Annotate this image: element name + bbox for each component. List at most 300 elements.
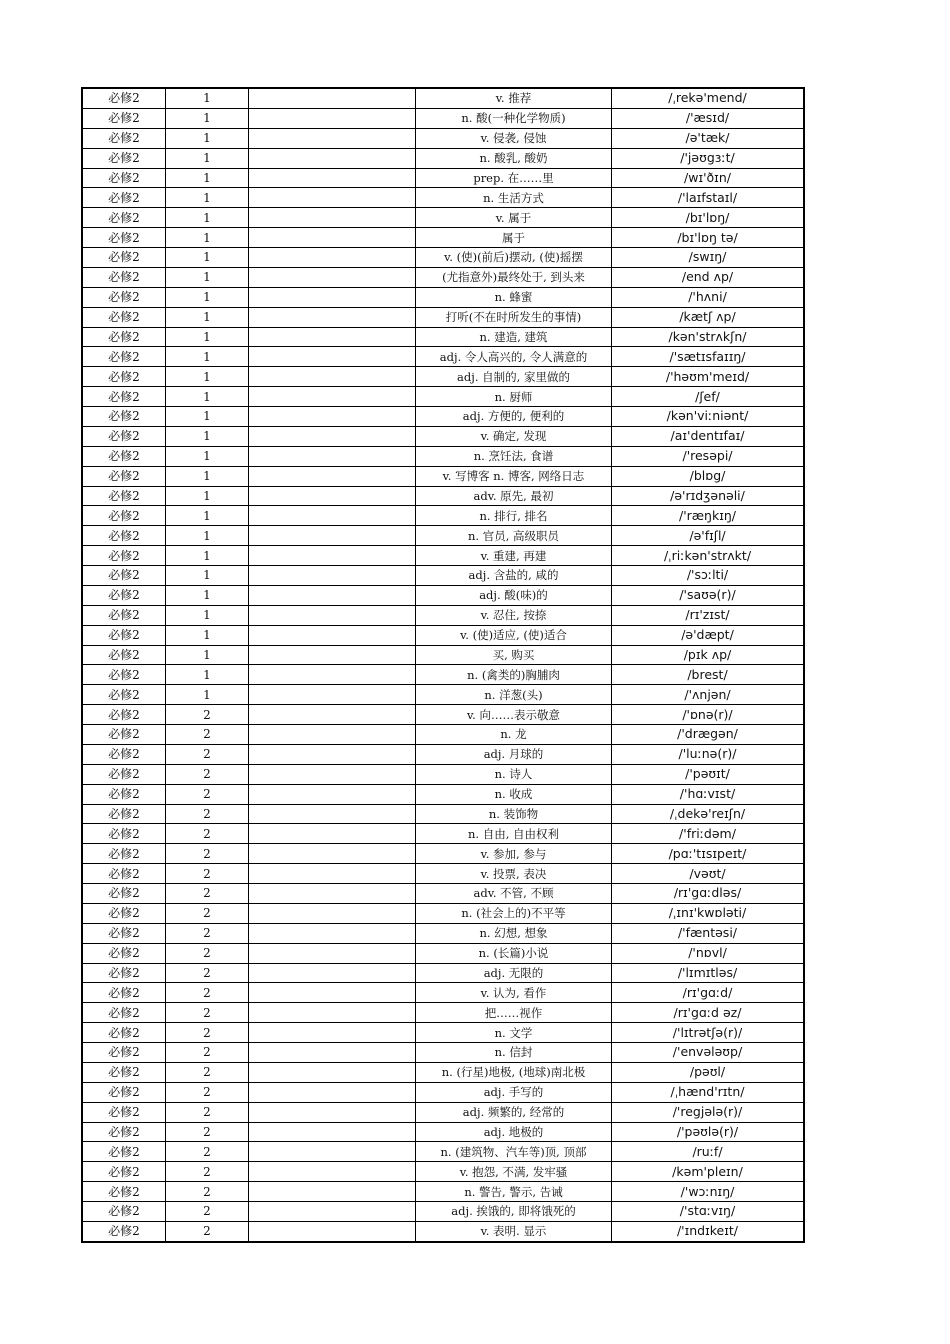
phonetic-cell[interactable]: /'sætɪsfaɪɪŋ/ xyxy=(612,347,805,367)
unit-cell[interactable]: 1 xyxy=(166,546,249,566)
unit-cell[interactable]: 2 xyxy=(166,784,249,804)
unit-cell[interactable]: 2 xyxy=(166,1102,249,1122)
phonetic-cell[interactable]: /pəʊl/ xyxy=(612,1062,805,1082)
unit-cell[interactable]: 2 xyxy=(166,923,249,943)
word-cell[interactable] xyxy=(249,963,416,983)
book-cell[interactable]: 必修2 xyxy=(82,1082,166,1102)
book-cell[interactable]: 必修2 xyxy=(82,725,166,745)
phonetic-cell[interactable]: /rɪ'gɑːd/ xyxy=(612,983,805,1003)
unit-cell[interactable]: 2 xyxy=(166,705,249,725)
unit-cell[interactable]: 1 xyxy=(166,108,249,128)
meaning-cell[interactable]: n. 排行, 排名 xyxy=(416,506,612,526)
book-cell[interactable]: 必修2 xyxy=(82,347,166,367)
meaning-cell[interactable]: v. 属于 xyxy=(416,208,612,228)
book-cell[interactable]: 必修2 xyxy=(82,407,166,427)
unit-cell[interactable]: 1 xyxy=(166,685,249,705)
book-cell[interactable]: 必修2 xyxy=(82,546,166,566)
meaning-cell[interactable]: adj. 无限的 xyxy=(416,963,612,983)
meaning-cell[interactable]: v. 确定, 发现 xyxy=(416,426,612,446)
meaning-cell[interactable]: n. (行星)地极, (地球)南北极 xyxy=(416,1062,612,1082)
unit-cell[interactable]: 1 xyxy=(166,248,249,268)
phonetic-cell[interactable]: /bɪ'lɒŋ tə/ xyxy=(612,228,805,248)
book-cell[interactable]: 必修2 xyxy=(82,1043,166,1063)
meaning-cell[interactable]: v. 重建, 再建 xyxy=(416,546,612,566)
phonetic-cell[interactable]: /'pəʊɪt/ xyxy=(612,764,805,784)
phonetic-cell[interactable]: /'lɪmɪtləs/ xyxy=(612,963,805,983)
unit-cell[interactable]: 1 xyxy=(166,486,249,506)
word-cell[interactable] xyxy=(249,108,416,128)
meaning-cell[interactable]: adj. 挨饿的, 即将饿死的 xyxy=(416,1202,612,1222)
unit-cell[interactable]: 1 xyxy=(166,446,249,466)
phonetic-cell[interactable]: /kəm'pleɪn/ xyxy=(612,1162,805,1182)
meaning-cell[interactable]: n. 酸(一种化学物质) xyxy=(416,108,612,128)
word-cell[interactable] xyxy=(249,685,416,705)
word-cell[interactable] xyxy=(249,605,416,625)
phonetic-cell[interactable]: /brest/ xyxy=(612,665,805,685)
word-cell[interactable] xyxy=(249,1142,416,1162)
unit-cell[interactable]: 2 xyxy=(166,1023,249,1043)
phonetic-cell[interactable]: /'laɪfstaɪl/ xyxy=(612,188,805,208)
book-cell[interactable]: 必修2 xyxy=(82,307,166,327)
phonetic-cell[interactable]: /'friːdəm/ xyxy=(612,824,805,844)
unit-cell[interactable]: 1 xyxy=(166,148,249,168)
word-cell[interactable] xyxy=(249,864,416,884)
book-cell[interactable]: 必修2 xyxy=(82,1142,166,1162)
unit-cell[interactable]: 1 xyxy=(166,407,249,427)
word-cell[interactable] xyxy=(249,208,416,228)
phonetic-cell[interactable]: /'ɪndɪkeɪt/ xyxy=(612,1221,805,1241)
phonetic-cell[interactable]: /'jəʊgɜːt/ xyxy=(612,148,805,168)
word-cell[interactable] xyxy=(249,267,416,287)
book-cell[interactable]: 必修2 xyxy=(82,248,166,268)
unit-cell[interactable]: 2 xyxy=(166,864,249,884)
book-cell[interactable]: 必修2 xyxy=(82,1182,166,1202)
unit-cell[interactable]: 2 xyxy=(166,1162,249,1182)
meaning-cell[interactable]: v. 写博客 n. 博客, 网络日志 xyxy=(416,466,612,486)
phonetic-cell[interactable]: /'ræŋkɪŋ/ xyxy=(612,506,805,526)
phonetic-cell[interactable]: /bɪ'lɒŋ/ xyxy=(612,208,805,228)
word-cell[interactable] xyxy=(249,1221,416,1241)
unit-cell[interactable]: 1 xyxy=(166,526,249,546)
phonetic-cell[interactable]: /ˌdekə'reɪʃn/ xyxy=(612,804,805,824)
unit-cell[interactable]: 1 xyxy=(166,88,249,108)
word-cell[interactable] xyxy=(249,426,416,446)
phonetic-cell[interactable]: /'sɔːlti/ xyxy=(612,566,805,586)
word-cell[interactable] xyxy=(249,88,416,108)
book-cell[interactable]: 必修2 xyxy=(82,486,166,506)
book-cell[interactable]: 必修2 xyxy=(82,168,166,188)
meaning-cell[interactable]: v. 投票, 表决 xyxy=(416,864,612,884)
unit-cell[interactable]: 1 xyxy=(166,605,249,625)
table-row xyxy=(82,1202,804,1222)
book-cell[interactable]: 必修2 xyxy=(82,466,166,486)
phonetic-cell[interactable]: /kən'viːniənt/ xyxy=(612,407,805,427)
phonetic-cell[interactable]: /'wɔːnɪŋ/ xyxy=(612,1182,805,1202)
phonetic-cell[interactable]: /pɪk ʌp/ xyxy=(612,645,805,665)
word-cell[interactable] xyxy=(249,1082,416,1102)
unit-cell[interactable]: 1 xyxy=(166,367,249,387)
word-cell[interactable] xyxy=(249,824,416,844)
meaning-cell[interactable]: prep. 在……里 xyxy=(416,168,612,188)
phonetic-cell[interactable]: /ˌhænd'rɪtn/ xyxy=(612,1082,805,1102)
phonetic-cell[interactable]: /'resəpi/ xyxy=(612,446,805,466)
meaning-cell[interactable]: adj. 方便的, 便利的 xyxy=(416,407,612,427)
meaning-cell[interactable]: v. 侵袭, 侵蚀 xyxy=(416,128,612,148)
meaning-cell[interactable]: 属于 xyxy=(416,228,612,248)
book-cell[interactable]: 必修2 xyxy=(82,1102,166,1122)
unit-cell[interactable]: 2 xyxy=(166,1062,249,1082)
word-cell[interactable] xyxy=(249,566,416,586)
unit-cell[interactable]: 1 xyxy=(166,228,249,248)
phonetic-cell[interactable]: /'drægən/ xyxy=(612,725,805,745)
table-row xyxy=(82,248,804,268)
phonetic-cell[interactable]: /ˌriːkən'strʌkt/ xyxy=(612,546,805,566)
meaning-cell[interactable]: n. 龙 xyxy=(416,725,612,745)
phonetic-cell[interactable]: /kætʃ ʌp/ xyxy=(612,307,805,327)
meaning-cell[interactable]: adj. 手写的 xyxy=(416,1082,612,1102)
meaning-cell[interactable]: v. 向……表示敬意 xyxy=(416,705,612,725)
word-cell[interactable] xyxy=(249,665,416,685)
unit-cell[interactable]: 1 xyxy=(166,466,249,486)
meaning-cell[interactable]: adj. 酸(味)的 xyxy=(416,585,612,605)
phonetic-cell[interactable]: /rɪ'gɑːdləs/ xyxy=(612,884,805,904)
book-cell[interactable]: 必修2 xyxy=(82,625,166,645)
unit-cell[interactable]: 1 xyxy=(166,387,249,407)
meaning-cell[interactable]: v. (使)(前后)摆动, (使)摇摆 xyxy=(416,248,612,268)
phonetic-cell[interactable]: /'ɒnə(r)/ xyxy=(612,705,805,725)
phonetic-cell[interactable]: /ˌɪnɪ'kwɒləti/ xyxy=(612,903,805,923)
unit-cell[interactable]: 2 xyxy=(166,744,249,764)
word-cell[interactable] xyxy=(249,923,416,943)
word-cell[interactable] xyxy=(249,188,416,208)
phonetic-cell[interactable]: /ˌrekə'mend/ xyxy=(612,88,805,108)
word-cell[interactable] xyxy=(249,466,416,486)
table-row xyxy=(82,1122,804,1142)
word-cell[interactable] xyxy=(249,983,416,1003)
meaning-cell[interactable]: n. 装饰物 xyxy=(416,804,612,824)
book-cell[interactable]: 必修2 xyxy=(82,963,166,983)
meaning-cell[interactable]: n. (建筑物、汽车等)顶, 顶部 xyxy=(416,1142,612,1162)
book-cell[interactable]: 必修2 xyxy=(82,1162,166,1182)
meaning-cell[interactable]: n. 自由, 自由权利 xyxy=(416,824,612,844)
unit-cell[interactable]: 1 xyxy=(166,665,249,685)
meaning-cell[interactable]: n. 文学 xyxy=(416,1023,612,1043)
phonetic-cell[interactable]: /blɒg/ xyxy=(612,466,805,486)
phonetic-cell[interactable]: /ə'fɪʃl/ xyxy=(612,526,805,546)
meaning-cell[interactable]: (尤指意外)最终处于, 到头来 xyxy=(416,267,612,287)
meaning-cell[interactable]: adj. 令人高兴的, 令人满意的 xyxy=(416,347,612,367)
unit-cell[interactable]: 1 xyxy=(166,287,249,307)
book-cell[interactable]: 必修2 xyxy=(82,128,166,148)
word-cell[interactable] xyxy=(249,725,416,745)
book-cell[interactable]: 必修2 xyxy=(82,744,166,764)
meaning-cell[interactable]: n. (长篇)小说 xyxy=(416,943,612,963)
book-cell[interactable]: 必修2 xyxy=(82,864,166,884)
book-cell[interactable]: 必修2 xyxy=(82,506,166,526)
unit-cell[interactable]: 1 xyxy=(166,625,249,645)
phonetic-cell[interactable]: /'envələʊp/ xyxy=(612,1043,805,1063)
book-cell[interactable]: 必修2 xyxy=(82,605,166,625)
meaning-cell[interactable]: v. 推荐 xyxy=(416,88,612,108)
unit-cell[interactable]: 1 xyxy=(166,128,249,148)
book-cell[interactable]: 必修2 xyxy=(82,943,166,963)
meaning-cell[interactable]: n. 蜂蜜 xyxy=(416,287,612,307)
word-cell[interactable] xyxy=(249,784,416,804)
table-row xyxy=(82,804,804,824)
unit-cell[interactable]: 1 xyxy=(166,506,249,526)
meaning-cell[interactable]: v. 表明. 显示 xyxy=(416,1221,612,1241)
table-row xyxy=(82,1003,804,1023)
book-cell[interactable]: 必修2 xyxy=(82,665,166,685)
unit-cell[interactable]: 2 xyxy=(166,1142,249,1162)
phonetic-cell[interactable]: /ə'rɪdʒənəli/ xyxy=(612,486,805,506)
phonetic-cell[interactable]: /'həʊm'meɪd/ xyxy=(612,367,805,387)
unit-cell[interactable]: 2 xyxy=(166,963,249,983)
phonetic-cell[interactable]: /'lɪtrətʃə(r)/ xyxy=(612,1023,805,1043)
book-cell[interactable]: 必修2 xyxy=(82,824,166,844)
word-cell[interactable] xyxy=(249,407,416,427)
meaning-cell[interactable]: n. 洋葱(头) xyxy=(416,685,612,705)
book-cell[interactable]: 必修2 xyxy=(82,923,166,943)
unit-cell[interactable]: 2 xyxy=(166,844,249,864)
meaning-cell[interactable]: n. 厨师 xyxy=(416,387,612,407)
book-cell[interactable]: 必修2 xyxy=(82,804,166,824)
book-cell[interactable]: 必修2 xyxy=(82,764,166,784)
word-cell[interactable] xyxy=(249,1202,416,1222)
book-cell[interactable]: 必修2 xyxy=(82,705,166,725)
book-cell[interactable]: 必修2 xyxy=(82,426,166,446)
meaning-cell[interactable]: n. 烹饪法, 食谱 xyxy=(416,446,612,466)
meaning-cell[interactable]: n. 建造, 建筑 xyxy=(416,327,612,347)
unit-cell[interactable]: 2 xyxy=(166,943,249,963)
book-cell[interactable]: 必修2 xyxy=(82,685,166,705)
vocabulary-table xyxy=(81,87,805,1243)
book-cell[interactable]: 必修2 xyxy=(82,1202,166,1222)
meaning-cell[interactable]: v. (使)适应, (使)适合 xyxy=(416,625,612,645)
meaning-cell[interactable]: n. (禽类的)胸脯肉 xyxy=(416,665,612,685)
meaning-cell[interactable]: 打听(不在时所发生的事情) xyxy=(416,307,612,327)
meaning-cell[interactable]: adv. 原先, 最初 xyxy=(416,486,612,506)
table-row xyxy=(82,327,804,347)
book-cell[interactable]: 必修2 xyxy=(82,983,166,1003)
word-cell[interactable] xyxy=(249,645,416,665)
book-cell[interactable]: 必修2 xyxy=(82,585,166,605)
word-cell[interactable] xyxy=(249,585,416,605)
book-cell[interactable]: 必修2 xyxy=(82,387,166,407)
meaning-cell[interactable]: adj. 月球的 xyxy=(416,744,612,764)
table-row xyxy=(82,605,804,625)
phonetic-cell[interactable]: /ʃef/ xyxy=(612,387,805,407)
word-cell[interactable] xyxy=(249,387,416,407)
meaning-cell[interactable]: v. 参加, 参与 xyxy=(416,844,612,864)
meaning-cell[interactable]: n. 诗人 xyxy=(416,764,612,784)
unit-cell[interactable]: 2 xyxy=(166,1221,249,1241)
word-cell[interactable] xyxy=(249,1003,416,1023)
word-cell[interactable] xyxy=(249,744,416,764)
word-cell[interactable] xyxy=(249,228,416,248)
word-cell[interactable] xyxy=(249,1023,416,1043)
unit-cell[interactable]: 1 xyxy=(166,327,249,347)
table-row xyxy=(82,1142,804,1162)
phonetic-cell[interactable]: /'fæntəsi/ xyxy=(612,923,805,943)
unit-cell[interactable]: 2 xyxy=(166,725,249,745)
meaning-cell[interactable]: n. 官员, 高级职员 xyxy=(416,526,612,546)
phonetic-cell[interactable]: /ə'tæk/ xyxy=(612,128,805,148)
word-cell[interactable] xyxy=(249,1162,416,1182)
phonetic-cell[interactable]: /'saʊə(r)/ xyxy=(612,585,805,605)
phonetic-cell[interactable]: /ə'dæpt/ xyxy=(612,625,805,645)
phonetic-cell[interactable]: /aɪ'dentɪfaɪ/ xyxy=(612,426,805,446)
book-cell[interactable]: 必修2 xyxy=(82,844,166,864)
word-cell[interactable] xyxy=(249,446,416,466)
book-cell[interactable]: 必修2 xyxy=(82,645,166,665)
unit-cell[interactable]: 1 xyxy=(166,585,249,605)
word-cell[interactable] xyxy=(249,307,416,327)
phonetic-cell[interactable]: /'æsɪd/ xyxy=(612,108,805,128)
phonetic-cell[interactable]: /'ʌnjən/ xyxy=(612,685,805,705)
meaning-cell[interactable]: n. 生活方式 xyxy=(416,188,612,208)
phonetic-cell[interactable]: /'stɑːvɪŋ/ xyxy=(612,1202,805,1222)
word-cell[interactable] xyxy=(249,347,416,367)
word-cell[interactable] xyxy=(249,1182,416,1202)
unit-cell[interactable]: 1 xyxy=(166,267,249,287)
unit-cell[interactable]: 2 xyxy=(166,1202,249,1222)
book-cell[interactable]: 必修2 xyxy=(82,367,166,387)
unit-cell[interactable]: 2 xyxy=(166,884,249,904)
unit-cell[interactable]: 2 xyxy=(166,1182,249,1202)
word-cell[interactable] xyxy=(249,884,416,904)
meaning-cell[interactable]: adv. 不管, 不顾 xyxy=(416,884,612,904)
meaning-cell[interactable]: adj. 频繁的, 经常的 xyxy=(416,1102,612,1122)
unit-cell[interactable]: 1 xyxy=(166,645,249,665)
word-cell[interactable] xyxy=(249,1102,416,1122)
book-cell[interactable]: 必修2 xyxy=(82,88,166,108)
phonetic-cell[interactable]: /swɪŋ/ xyxy=(612,248,805,268)
unit-cell[interactable]: 1 xyxy=(166,188,249,208)
word-cell[interactable] xyxy=(249,1062,416,1082)
unit-cell[interactable]: 2 xyxy=(166,1082,249,1102)
phonetic-cell[interactable]: /'nɒvl/ xyxy=(612,943,805,963)
book-cell[interactable]: 必修2 xyxy=(82,526,166,546)
word-cell[interactable] xyxy=(249,128,416,148)
book-cell[interactable]: 必修2 xyxy=(82,1003,166,1023)
unit-cell[interactable]: 2 xyxy=(166,1122,249,1142)
book-cell[interactable]: 必修2 xyxy=(82,287,166,307)
word-cell[interactable] xyxy=(249,844,416,864)
meaning-cell[interactable]: n. 酸乳, 酸奶 xyxy=(416,148,612,168)
word-cell[interactable] xyxy=(249,526,416,546)
meaning-cell[interactable]: v. 认为, 看作 xyxy=(416,983,612,1003)
book-cell[interactable]: 必修2 xyxy=(82,1062,166,1082)
unit-cell[interactable]: 1 xyxy=(166,566,249,586)
book-cell[interactable]: 必修2 xyxy=(82,188,166,208)
meaning-cell[interactable]: n. 幻想, 想象 xyxy=(416,923,612,943)
meaning-cell[interactable]: adj. 自制的, 家里做的 xyxy=(416,367,612,387)
phonetic-cell[interactable]: /rɪ'zɪst/ xyxy=(612,605,805,625)
word-cell[interactable] xyxy=(249,168,416,188)
book-cell[interactable]: 必修2 xyxy=(82,327,166,347)
meaning-cell[interactable]: 把……视作 xyxy=(416,1003,612,1023)
unit-cell[interactable]: 1 xyxy=(166,426,249,446)
phonetic-cell[interactable]: /'pəʊlə(r)/ xyxy=(612,1122,805,1142)
phonetic-cell[interactable]: /vəʊt/ xyxy=(612,864,805,884)
meaning-cell[interactable]: adj. 地极的 xyxy=(416,1122,612,1142)
book-cell[interactable]: 必修2 xyxy=(82,903,166,923)
phonetic-cell[interactable]: /rɪ'gɑːd əz/ xyxy=(612,1003,805,1023)
unit-cell[interactable]: 2 xyxy=(166,804,249,824)
word-cell[interactable] xyxy=(249,1122,416,1142)
word-cell[interactable] xyxy=(249,1043,416,1063)
phonetic-cell[interactable]: /kən'strʌkʃn/ xyxy=(612,327,805,347)
word-cell[interactable] xyxy=(249,546,416,566)
unit-cell[interactable]: 2 xyxy=(166,824,249,844)
unit-cell[interactable]: 2 xyxy=(166,1043,249,1063)
phonetic-cell[interactable]: /wɪ'ðɪn/ xyxy=(612,168,805,188)
unit-cell[interactable]: 2 xyxy=(166,903,249,923)
unit-cell[interactable]: 2 xyxy=(166,1003,249,1023)
word-cell[interactable] xyxy=(249,625,416,645)
meaning-cell[interactable]: n. 收成 xyxy=(416,784,612,804)
meaning-cell[interactable]: n. (社会上的)不平等 xyxy=(416,903,612,923)
book-cell[interactable]: 必修2 xyxy=(82,884,166,904)
book-cell[interactable]: 必修2 xyxy=(82,228,166,248)
unit-cell[interactable]: 1 xyxy=(166,347,249,367)
meaning-cell[interactable]: adj. 含盐的, 咸的 xyxy=(416,566,612,586)
unit-cell[interactable]: 1 xyxy=(166,208,249,228)
book-cell[interactable]: 必修2 xyxy=(82,267,166,287)
meaning-cell[interactable]: 买, 购买 xyxy=(416,645,612,665)
meaning-cell[interactable]: v. 忍住, 按捺 xyxy=(416,605,612,625)
phonetic-cell[interactable]: /pɑː'tɪsɪpeɪt/ xyxy=(612,844,805,864)
word-cell[interactable] xyxy=(249,764,416,784)
word-cell[interactable] xyxy=(249,943,416,963)
unit-cell[interactable]: 1 xyxy=(166,307,249,327)
word-cell[interactable] xyxy=(249,903,416,923)
word-cell[interactable] xyxy=(249,804,416,824)
meaning-cell[interactable]: n. 警告, 警示, 告诫 xyxy=(416,1182,612,1202)
meaning-cell[interactable]: v. 抱怨, 不满, 发牢骚 xyxy=(416,1162,612,1182)
word-cell[interactable] xyxy=(249,327,416,347)
word-cell[interactable] xyxy=(249,506,416,526)
phonetic-cell[interactable]: /'hɑːvɪst/ xyxy=(612,784,805,804)
word-cell[interactable] xyxy=(249,367,416,387)
phonetic-cell[interactable]: /ruːf/ xyxy=(612,1142,805,1162)
unit-cell[interactable]: 2 xyxy=(166,764,249,784)
book-cell[interactable]: 必修2 xyxy=(82,784,166,804)
book-cell[interactable]: 必修2 xyxy=(82,108,166,128)
book-cell[interactable]: 必修2 xyxy=(82,1023,166,1043)
phonetic-cell[interactable]: /'regjələ(r)/ xyxy=(612,1102,805,1122)
word-cell[interactable] xyxy=(249,248,416,268)
book-cell[interactable]: 必修2 xyxy=(82,148,166,168)
book-cell[interactable]: 必修2 xyxy=(82,566,166,586)
book-cell[interactable]: 必修2 xyxy=(82,1122,166,1142)
phonetic-cell[interactable]: /end ʌp/ xyxy=(612,267,805,287)
meaning-cell[interactable]: n. 信封 xyxy=(416,1043,612,1063)
book-cell[interactable]: 必修2 xyxy=(82,1221,166,1241)
table-row xyxy=(82,407,804,427)
unit-cell[interactable]: 2 xyxy=(166,983,249,1003)
word-cell[interactable] xyxy=(249,287,416,307)
phonetic-cell[interactable]: /'hʌni/ xyxy=(612,287,805,307)
unit-cell[interactable]: 1 xyxy=(166,168,249,188)
book-cell[interactable]: 必修2 xyxy=(82,208,166,228)
word-cell[interactable] xyxy=(249,148,416,168)
book-cell[interactable]: 必修2 xyxy=(82,446,166,466)
phonetic-cell[interactable]: /'luːnə(r)/ xyxy=(612,744,805,764)
word-cell[interactable] xyxy=(249,705,416,725)
word-cell[interactable] xyxy=(249,486,416,506)
